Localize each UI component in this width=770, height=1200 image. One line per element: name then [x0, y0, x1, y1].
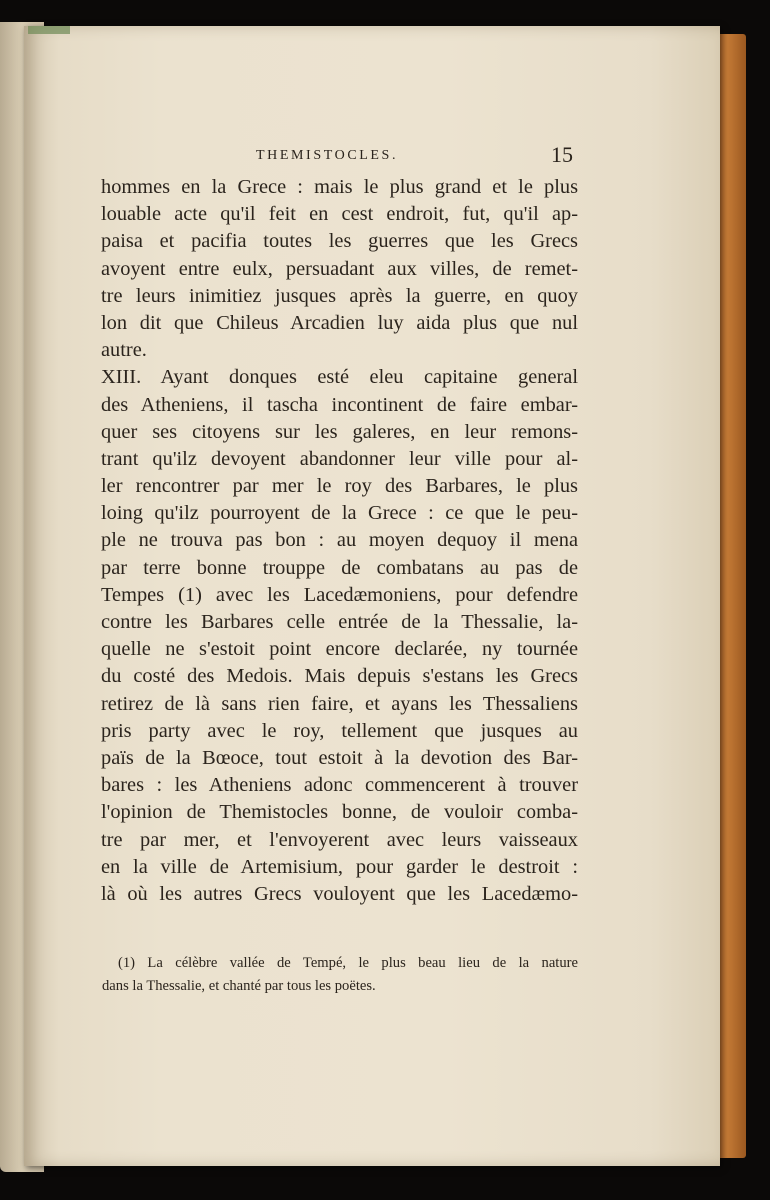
text-line: XIII. Ayant donques esté eleu capitaine general — [101, 366, 578, 389]
text-line: tre par mer, et l'envoyerent avec leurs vaisseaux — [101, 828, 578, 851]
footnote — [102, 952, 578, 998]
text-line: par terre bonne trouppe de combatans au pas de — [101, 556, 578, 579]
text-line: l'opinion de Themistocles bonne, de vouloir comba- — [101, 801, 578, 824]
footnote-line: (1) La célèbre vallée de Tempé, le plus beau lieu de la nature — [118, 955, 578, 971]
text-line: louable acte qu'il feit en cest endroit, fut, qu'il ap- — [101, 203, 578, 226]
text-line: païs de la Bœoce, tout estoit à la devotion des Bar- — [101, 746, 578, 769]
text-line: ple ne trouva pas bon : au moyen dequoy il mena — [101, 529, 578, 552]
text-line: quer ses citoyens sur les galeres, en leur remons- — [101, 420, 578, 443]
text-line: ler rencontrer par mer le roy des Barbares, le plus — [101, 475, 578, 498]
text-line: paisa et pacifia toutes les guerres que les Grecs — [101, 230, 578, 253]
text-line: du costé des Medois. Mais depuis s'estans les Grecs — [101, 665, 578, 688]
text-line: des Atheniens, il tascha incontinent de faire embar- — [101, 393, 578, 416]
text-line: là où les autres Grecs vouloyent que les Lacedæmo- — [101, 882, 578, 905]
text-line: contre les Barbares celle entrée de la Thessalie, la- — [101, 611, 578, 633]
text-line: avoyent entre eulx, persuadant aux villes, de remet- — [101, 257, 578, 280]
body-text — [101, 174, 578, 908]
text-line: loing qu'ilz pourroyent de la Grece : ce que le peu- — [101, 502, 578, 525]
page-number: 15 — [551, 142, 573, 167]
text-line: trant qu'ilz devoyent abandonner leur ville pour al- — [101, 447, 578, 470]
text-line: bares : les Atheniens adonc commencerent à trouver — [101, 774, 578, 797]
bookmark-ribbon — [28, 26, 70, 34]
running-title: THEMISTOCLES. — [256, 148, 399, 163]
text-line: lon dit que Chileus Arcadien luy aida plus que nul — [101, 311, 578, 334]
text-line: autre. — [101, 339, 147, 362]
text-line: Tempes (1) avec les Lacedæmoniens, pour defendre — [101, 583, 578, 606]
text-line: en la ville de Artemisium, pour garder le destroit : — [101, 855, 578, 878]
text-line: pris party avec le roy, tellement que jusques au — [101, 719, 578, 742]
text-line: retirez de là sans rien faire, et ayans les Thessaliens — [101, 692, 578, 715]
footnote-line: dans la Thessalie, et chanté par tous les poëtes. — [102, 978, 376, 994]
text-line: hommes en la Grece : mais le plus grand et le plus — [101, 176, 578, 198]
text-line: tre leurs inimitiez jusques après la guerre, en quoy — [101, 284, 578, 307]
text-line: quelle ne s'estoit point encore declarée, ny tournée — [101, 638, 578, 661]
